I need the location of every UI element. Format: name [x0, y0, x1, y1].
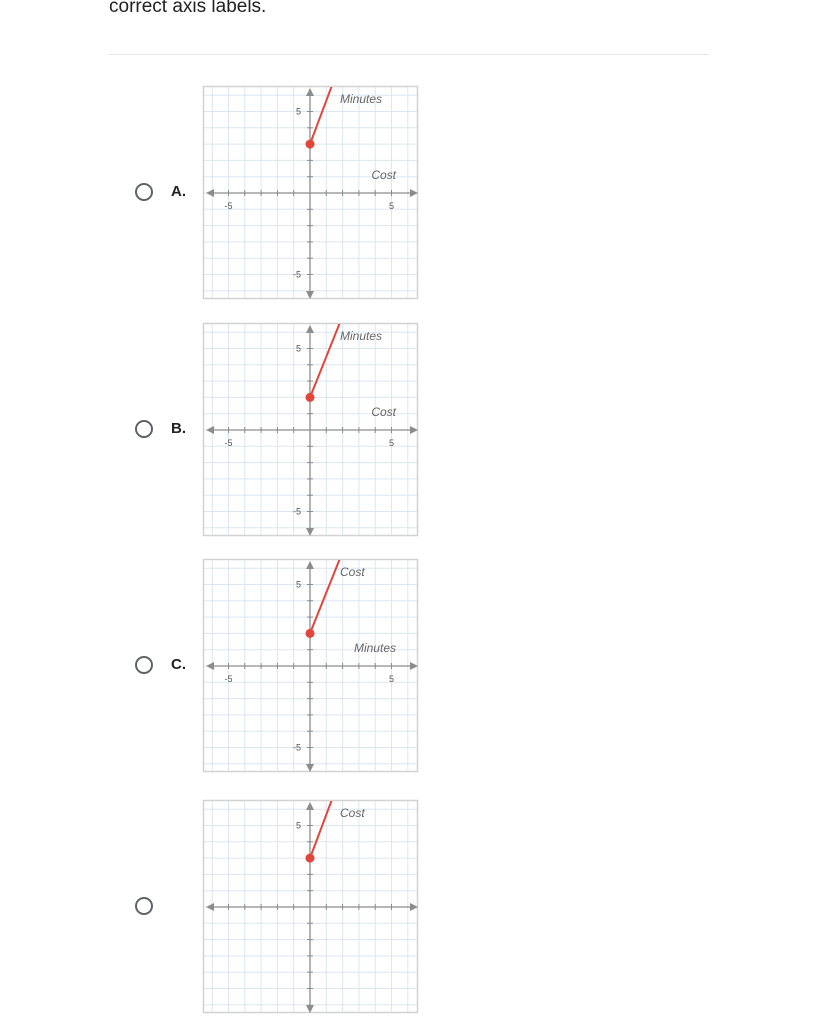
y-tick-label: -5	[292, 269, 301, 280]
x-tick-label: -5	[224, 674, 233, 684]
radio-button[interactable]	[135, 420, 153, 438]
question-prompt: correct axis labels.	[109, 0, 267, 17]
coordinate-graph	[202, 85, 422, 303]
y-axis-label: Minutes	[340, 329, 383, 343]
start-point	[306, 393, 315, 402]
start-point	[306, 854, 315, 863]
y-tick-label: 5	[295, 579, 301, 590]
radio-button[interactable]	[135, 897, 153, 915]
start-point	[306, 629, 315, 638]
x-tick-label: -5	[224, 438, 233, 448]
divider	[109, 54, 709, 55]
y-tick-label: -5	[292, 506, 301, 517]
radio-button[interactable]	[135, 656, 153, 674]
option-letter: B.	[171, 420, 186, 437]
start-point	[306, 140, 315, 149]
coordinate-graph	[202, 558, 422, 776]
y-tick-label: 5	[295, 820, 301, 831]
y-tick-label: -5	[292, 742, 301, 753]
coordinate-graph	[202, 799, 422, 1017]
y-axis-label: Cost	[340, 565, 365, 579]
x-axis-label: Cost	[371, 405, 396, 419]
x-tick-label: 5	[388, 438, 395, 448]
y-tick-label: 5	[295, 343, 301, 354]
x-tick-label: 5	[388, 201, 395, 211]
option-letter: A.	[171, 183, 186, 200]
x-tick-label: 5	[388, 674, 395, 684]
coordinate-graph	[202, 322, 422, 540]
x-tick-label: -5	[224, 201, 233, 211]
y-axis-label: Minutes	[340, 92, 383, 106]
x-axis-label: Cost	[371, 168, 396, 182]
radio-button[interactable]	[135, 183, 153, 201]
x-axis-label: Minutes	[353, 641, 396, 655]
y-axis-label: Cost	[340, 806, 365, 820]
option-letter: C.	[171, 656, 186, 673]
y-tick-label: 5	[295, 106, 301, 117]
